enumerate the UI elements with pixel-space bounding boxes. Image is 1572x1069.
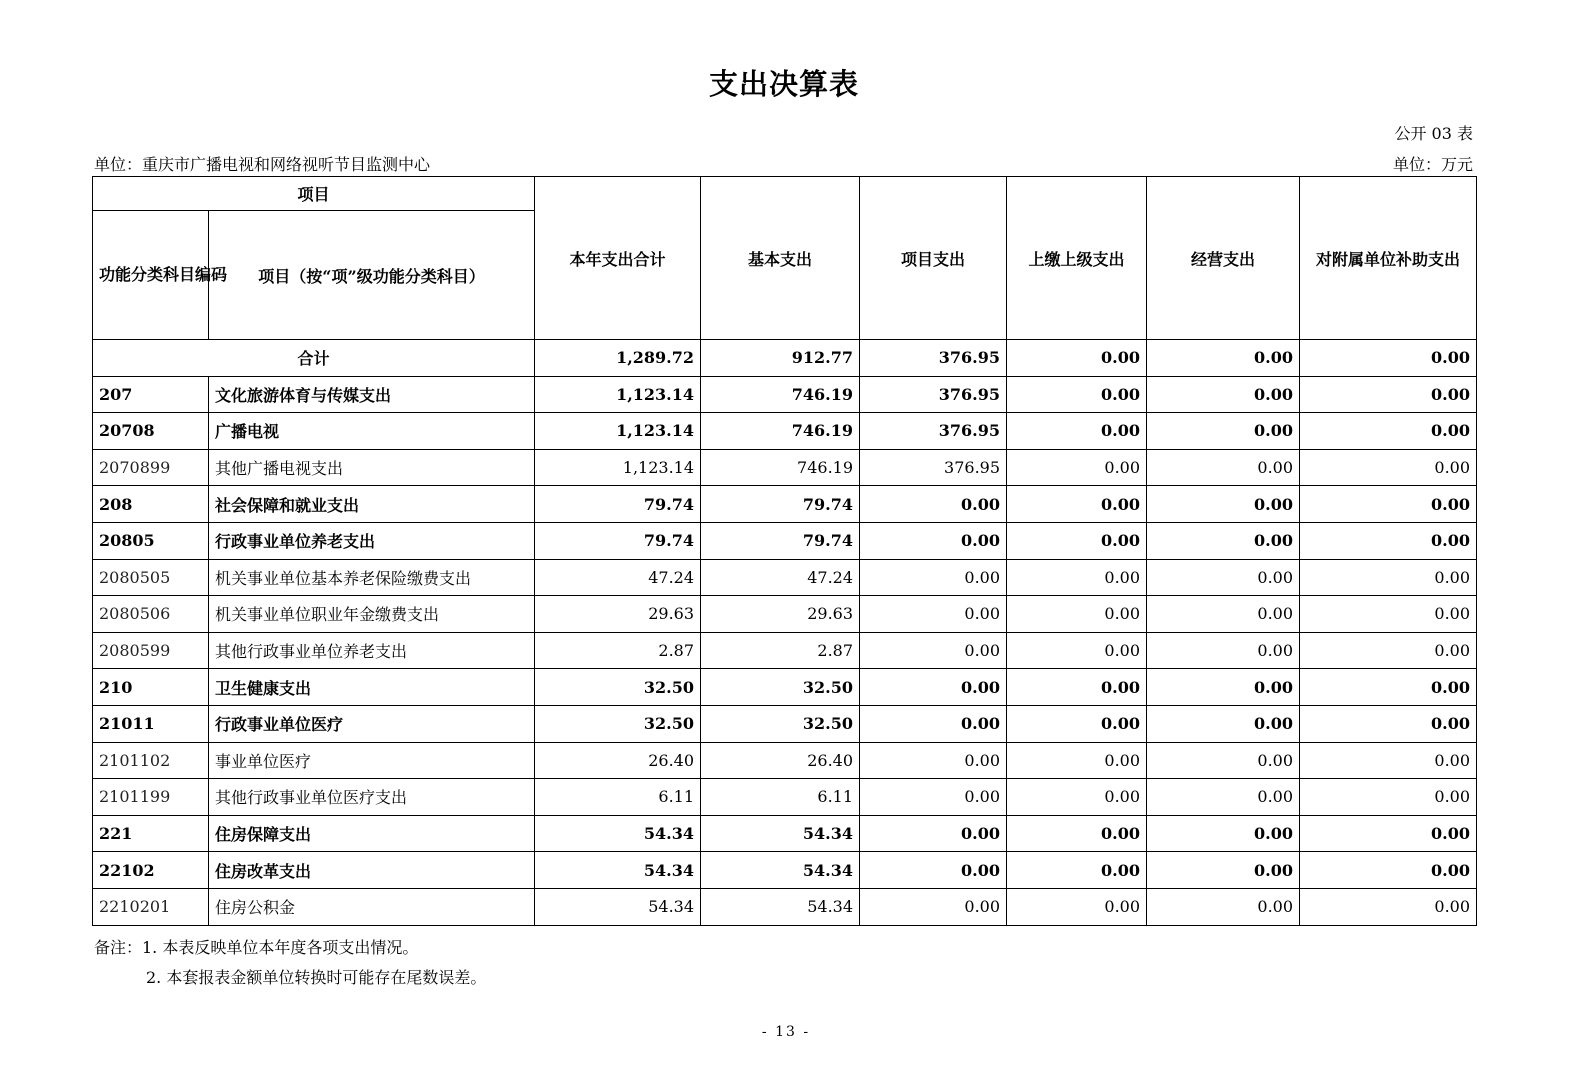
cell-business: 0.00 bbox=[1147, 742, 1300, 779]
cell-upper: 0.00 bbox=[1007, 413, 1147, 450]
cell-subsidiary: 0.00 bbox=[1300, 632, 1477, 669]
cell-project-expense: 376.95 bbox=[860, 340, 1007, 377]
cell-business: 0.00 bbox=[1147, 559, 1300, 596]
cell-total: 32.50 bbox=[535, 669, 701, 706]
cell-basic: 54.34 bbox=[701, 888, 860, 925]
cell-upper: 0.00 bbox=[1007, 888, 1147, 925]
cell-code: 2101199 bbox=[93, 779, 209, 816]
cell-business: 0.00 bbox=[1147, 852, 1300, 889]
cell-upper: 0.00 bbox=[1007, 449, 1147, 486]
cell-code: 20805 bbox=[93, 522, 209, 559]
table-row bbox=[93, 376, 1477, 413]
cell-basic: 2.87 bbox=[701, 632, 860, 669]
cell-upper: 0.00 bbox=[1007, 596, 1147, 633]
cell-business: 0.00 bbox=[1147, 596, 1300, 633]
cell-project-expense: 0.00 bbox=[860, 486, 1007, 523]
table-row bbox=[93, 559, 1477, 596]
cell-project-expense: 0.00 bbox=[860, 559, 1007, 596]
cell-total: 1,123.14 bbox=[535, 413, 701, 450]
cell-basic: 79.74 bbox=[701, 486, 860, 523]
cell-total: 54.34 bbox=[535, 815, 701, 852]
cell-project-expense: 0.00 bbox=[860, 596, 1007, 633]
table-number: 公开 03 表 bbox=[1394, 124, 1473, 143]
cell-total: 29.63 bbox=[535, 596, 701, 633]
cell-business: 0.00 bbox=[1147, 888, 1300, 925]
header-name: 项目（按“项”级功能分类科目） bbox=[209, 211, 535, 340]
cell-project-expense: 0.00 bbox=[860, 632, 1007, 669]
organization-unit: 单位：重庆市广播电视和网络视听节目监测中心 bbox=[94, 155, 431, 174]
currency-unit: 单位：万元 bbox=[1392, 155, 1473, 174]
cell-project-expense: 376.95 bbox=[860, 413, 1007, 450]
cell-code: 208 bbox=[93, 486, 209, 523]
total-label: 合计 bbox=[93, 340, 535, 377]
note-line-2: 2. 本套报表金额单位转换时可能存在尾数误差。 bbox=[146, 968, 487, 987]
cell-upper: 0.00 bbox=[1007, 742, 1147, 779]
cell-project-expense: 0.00 bbox=[860, 669, 1007, 706]
table-row bbox=[93, 669, 1477, 706]
cell-subsidiary: 0.00 bbox=[1300, 742, 1477, 779]
cell-business: 0.00 bbox=[1147, 669, 1300, 706]
cell-name: 机关事业单位基本养老保险缴费支出 bbox=[209, 559, 535, 596]
cell-basic: 746.19 bbox=[701, 376, 860, 413]
cell-subsidiary: 0.00 bbox=[1300, 522, 1477, 559]
cell-name: 住房公积金 bbox=[209, 888, 535, 925]
cell-name: 广播电视 bbox=[209, 413, 535, 450]
cell-total: 1,123.14 bbox=[535, 376, 701, 413]
expenditure-table bbox=[92, 176, 1477, 926]
cell-total: 47.24 bbox=[535, 559, 701, 596]
cell-upper: 0.00 bbox=[1007, 815, 1147, 852]
cell-project-expense: 0.00 bbox=[860, 815, 1007, 852]
table-row bbox=[93, 522, 1477, 559]
cell-name: 其他行政事业单位医疗支出 bbox=[209, 779, 535, 816]
cell-upper: 0.00 bbox=[1007, 779, 1147, 816]
header-subsidiary: 对附属单位补助支出 bbox=[1300, 177, 1477, 340]
cell-basic: 32.50 bbox=[701, 669, 860, 706]
header-total: 本年支出合计 bbox=[535, 177, 701, 340]
cell-upper: 0.00 bbox=[1007, 705, 1147, 742]
cell-name: 其他广播电视支出 bbox=[209, 449, 535, 486]
cell-subsidiary: 0.00 bbox=[1300, 779, 1477, 816]
cell-code: 221 bbox=[93, 815, 209, 852]
cell-basic: 47.24 bbox=[701, 559, 860, 596]
table-row bbox=[93, 779, 1477, 816]
cell-basic: 746.19 bbox=[701, 413, 860, 450]
cell-code: 2210201 bbox=[93, 888, 209, 925]
header-business: 经营支出 bbox=[1147, 177, 1300, 340]
header-project: 项目 bbox=[93, 177, 535, 211]
cell-total: 79.74 bbox=[535, 522, 701, 559]
cell-basic: 79.74 bbox=[701, 522, 860, 559]
cell-upper: 0.00 bbox=[1007, 669, 1147, 706]
cell-upper: 0.00 bbox=[1007, 559, 1147, 596]
cell-project-expense: 0.00 bbox=[860, 705, 1007, 742]
cell-basic: 54.34 bbox=[701, 852, 860, 889]
cell-subsidiary: 0.00 bbox=[1300, 486, 1477, 523]
cell-basic: 912.77 bbox=[701, 340, 860, 377]
cell-upper: 0.00 bbox=[1007, 486, 1147, 523]
cell-code: 20708 bbox=[93, 413, 209, 450]
cell-code: 22102 bbox=[93, 852, 209, 889]
cell-project-expense: 0.00 bbox=[860, 742, 1007, 779]
cell-basic: 29.63 bbox=[701, 596, 860, 633]
cell-business: 0.00 bbox=[1147, 779, 1300, 816]
cell-total: 1,123.14 bbox=[535, 449, 701, 486]
notes bbox=[94, 933, 486, 993]
cell-name: 机关事业单位职业年金缴费支出 bbox=[209, 596, 535, 633]
cell-business: 0.00 bbox=[1147, 705, 1300, 742]
cell-upper: 0.00 bbox=[1007, 376, 1147, 413]
cell-name: 行政事业单位养老支出 bbox=[209, 522, 535, 559]
cell-subsidiary: 0.00 bbox=[1300, 413, 1477, 450]
header-code: 功能分类科目编码 bbox=[93, 211, 209, 340]
table-row bbox=[93, 742, 1477, 779]
header-project-expense: 项目支出 bbox=[860, 177, 1007, 340]
cell-total: 79.74 bbox=[535, 486, 701, 523]
cell-subsidiary: 0.00 bbox=[1300, 596, 1477, 633]
table-row bbox=[93, 888, 1477, 925]
cell-name: 住房保障支出 bbox=[209, 815, 535, 852]
header-basic: 基本支出 bbox=[701, 177, 860, 340]
cell-project-expense: 0.00 bbox=[860, 888, 1007, 925]
cell-name: 其他行政事业单位养老支出 bbox=[209, 632, 535, 669]
cell-business: 0.00 bbox=[1147, 340, 1300, 377]
cell-project-expense: 0.00 bbox=[860, 522, 1007, 559]
cell-upper: 0.00 bbox=[1007, 852, 1147, 889]
cell-name: 行政事业单位医疗 bbox=[209, 705, 535, 742]
cell-subsidiary: 0.00 bbox=[1300, 669, 1477, 706]
table-row bbox=[93, 852, 1477, 889]
cell-total: 6.11 bbox=[535, 779, 701, 816]
cell-upper: 0.00 bbox=[1007, 522, 1147, 559]
table-row bbox=[93, 449, 1477, 486]
cell-code: 2080599 bbox=[93, 632, 209, 669]
table-row bbox=[93, 815, 1477, 852]
cell-code: 2070899 bbox=[93, 449, 209, 486]
cell-code: 210 bbox=[93, 669, 209, 706]
cell-subsidiary: 0.00 bbox=[1300, 815, 1477, 852]
cell-subsidiary: 0.00 bbox=[1300, 852, 1477, 889]
cell-subsidiary: 0.00 bbox=[1300, 340, 1477, 377]
cell-basic: 746.19 bbox=[701, 449, 860, 486]
cell-code: 21011 bbox=[93, 705, 209, 742]
cell-code: 2080506 bbox=[93, 596, 209, 633]
cell-total: 54.34 bbox=[535, 888, 701, 925]
table-row bbox=[93, 413, 1477, 450]
header-upper: 上缴上级支出 bbox=[1007, 177, 1147, 340]
cell-total: 26.40 bbox=[535, 742, 701, 779]
cell-subsidiary: 0.00 bbox=[1300, 705, 1477, 742]
page-number: - 13 - bbox=[761, 1024, 811, 1040]
cell-subsidiary: 0.00 bbox=[1300, 449, 1477, 486]
cell-project-expense: 0.00 bbox=[860, 779, 1007, 816]
cell-basic: 6.11 bbox=[701, 779, 860, 816]
total-row bbox=[93, 340, 1477, 377]
cell-name: 住房改革支出 bbox=[209, 852, 535, 889]
cell-project-expense: 0.00 bbox=[860, 852, 1007, 889]
cell-business: 0.00 bbox=[1147, 632, 1300, 669]
cell-total: 54.34 bbox=[535, 852, 701, 889]
table-row bbox=[93, 596, 1477, 633]
cell-name: 卫生健康支出 bbox=[209, 669, 535, 706]
cell-business: 0.00 bbox=[1147, 815, 1300, 852]
cell-basic: 54.34 bbox=[701, 815, 860, 852]
note-line-1: 备注：1. 本表反映单位本年度各项支出情况。 bbox=[94, 938, 419, 957]
cell-business: 0.00 bbox=[1147, 449, 1300, 486]
cell-name: 文化旅游体育与传媒支出 bbox=[209, 376, 535, 413]
table-row bbox=[93, 632, 1477, 669]
cell-name: 社会保障和就业支出 bbox=[209, 486, 535, 523]
cell-name: 事业单位医疗 bbox=[209, 742, 535, 779]
cell-upper: 0.00 bbox=[1007, 632, 1147, 669]
cell-total: 1,289.72 bbox=[535, 340, 701, 377]
cell-total: 32.50 bbox=[535, 705, 701, 742]
cell-code: 207 bbox=[93, 376, 209, 413]
cell-basic: 26.40 bbox=[701, 742, 860, 779]
cell-business: 0.00 bbox=[1147, 413, 1300, 450]
cell-subsidiary: 0.00 bbox=[1300, 888, 1477, 925]
cell-business: 0.00 bbox=[1147, 522, 1300, 559]
cell-total: 2.87 bbox=[535, 632, 701, 669]
cell-business: 0.00 bbox=[1147, 376, 1300, 413]
cell-code: 2080505 bbox=[93, 559, 209, 596]
cell-upper: 0.00 bbox=[1007, 340, 1147, 377]
cell-business: 0.00 bbox=[1147, 486, 1300, 523]
cell-code: 2101102 bbox=[93, 742, 209, 779]
cell-project-expense: 376.95 bbox=[860, 449, 1007, 486]
table-row bbox=[93, 705, 1477, 742]
table-row bbox=[93, 486, 1477, 523]
cell-subsidiary: 0.00 bbox=[1300, 559, 1477, 596]
cell-basic: 32.50 bbox=[701, 705, 860, 742]
page-title: 支出决算表 bbox=[708, 67, 859, 101]
cell-project-expense: 376.95 bbox=[860, 376, 1007, 413]
cell-subsidiary: 0.00 bbox=[1300, 376, 1477, 413]
